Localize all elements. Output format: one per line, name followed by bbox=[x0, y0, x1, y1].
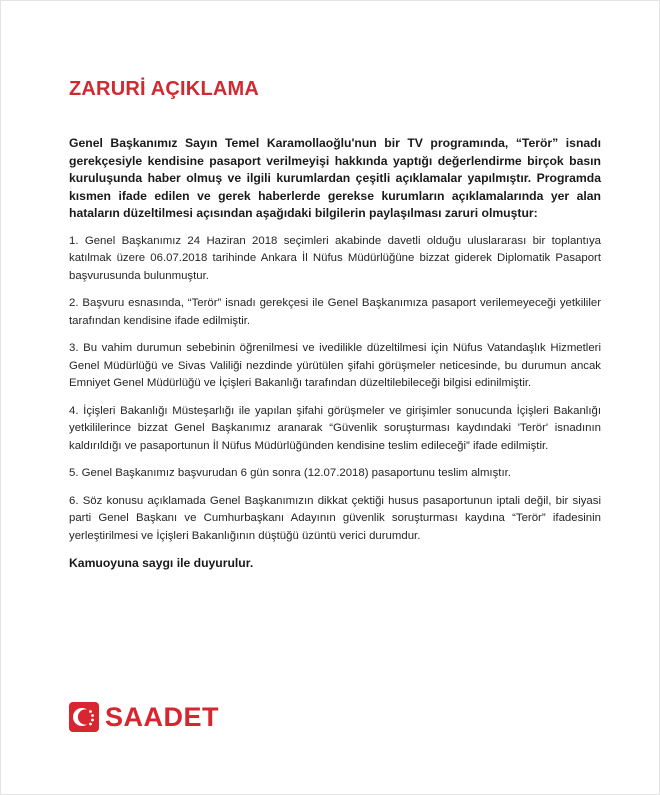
closing-statement: Kamuoyuna saygı ile duyurulur. bbox=[69, 556, 254, 570]
paragraph-3: 3. Bu vahim durumun sebebinin öğrenilmesi ve ivedilikle düzeltilmesi için Nüfus Vatandaşlık Hizmetleri Genel Müdürlüğü ve Sivas Valiliği nezdinde yürütülen şifahi görüşmeler neticesinde, bu durumun ancak Emniyet Genel Müdürlüğü ve İçişleri Bakanlığı tarafından düzeltilebileceği bilgisi edinilmiştir. bbox=[69, 342, 601, 389]
intro-paragraph: Genel Başkanımız Sayın Temel Karamollaoğlu'nun bir TV programında, “Terör” isnadı gerekçesiyle kendisine pasaport verilmeyişi hakkında yaptığı değerlendirme birçok basın kuruluşunda haber olmuş ve ilgili kurumlardan çeşitli açıklamalar yapılmıştır. Programda kısmen ifade edilen ve gerek haberlerde gerekse kurumların açıklamalarında yer alan hataların düzeltilmesi açısından aşağıdaki bilgilerin paylaşılması zaruri olmuştur: bbox=[69, 136, 601, 220]
crescent-star-icon bbox=[69, 702, 99, 732]
page-title: ZARURİ AÇIKLAMA bbox=[69, 78, 260, 100]
logo-text: SAADET bbox=[105, 702, 220, 732]
paragraph-4: 4. İçişleri Bakanlığı Müsteşarlığı ile yapılan şifahi görüşmeler ve girişimler sonucunda İçişleri Bakanlığı yetkililerince bizzat Genel Başkanımız aranarak “Güvenlik soruşturması kaydındaki 'Terör' isnadının kaldırıldığı ve pasaportunun İl Nüfus Müdürlüğünden kendisine teslim edileceği” ifade edilmiştir. bbox=[69, 404, 601, 452]
saadet-logo bbox=[69, 701, 219, 733]
paragraph-6: 6. Söz konusu açıklamada Genel Başkanımızın dikkat çektiği husus pasaportunun iptali değil, bir siyasi parti Genel Başkanı ve Cumhurbaşkanı Adayının güvenlik soruşturması kaydına “Terör” ifadesinin yerleştirilmesi ve İçişleri Bakanlığının düştüğü üzüntü verici durumdur. bbox=[69, 494, 601, 542]
paragraph-1: 1. Genel Başkanımız 24 Haziran 2018 seçimleri akabinde davetli olduğu uluslararası bir toplantıya katılmak üzere 06.07.2018 tarihinde Ankara İl Nüfus Müdürlüğüne bizzat giderek Diplomatik Pasaport başvurusunda bulunmuştur. bbox=[69, 234, 601, 282]
paragraph-2: 2. Başvuru esnasında, “Terör” isnadı gerekçesi ile Genel Başkanımıza pasaport verilemeyeceği yetkililer tarafından kendisine ifade edilmiştir. bbox=[69, 297, 601, 327]
document-body bbox=[69, 77, 601, 573]
paragraph-5: 5. Genel Başkanımız başvurudan 6 gün sonra (12.07.2018) pasaportunu teslim almıştır. bbox=[69, 467, 511, 479]
